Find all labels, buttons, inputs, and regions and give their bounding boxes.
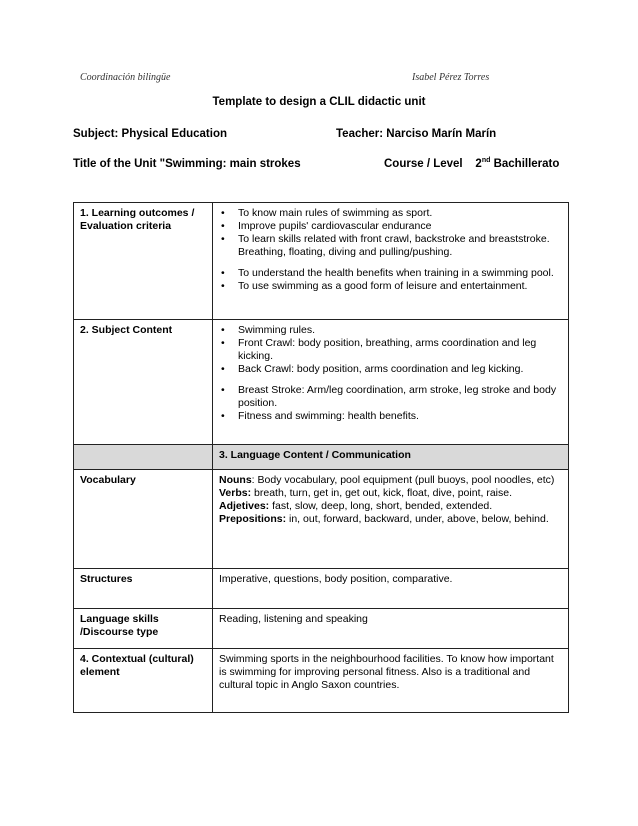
verbs-label: Verbs: (219, 487, 252, 499)
outcomes-label: 1. Learning outcomes / Evaluation criteria (74, 203, 213, 320)
outcomes-list-2 (219, 267, 562, 293)
contextual-label: 4. Contextual (cultural) element (74, 649, 213, 713)
language-heading-blank (74, 445, 213, 470)
list-item: • To know main rules of swimming as sport. (219, 207, 562, 220)
vocab-adjectives (219, 500, 562, 513)
vocab-verbs (219, 487, 562, 500)
adjectives-label: Adjetives: (219, 500, 270, 512)
nouns-text: : Body vocabulary, pool equipment (pull buoys, pool noodles, etc) (251, 474, 555, 486)
content-cell (213, 320, 569, 445)
table-row-content (74, 320, 569, 445)
unit-title-line: Title of the Unit "Swimming: main strokes (73, 158, 301, 170)
list-item: • Back Crawl: body position, arms coordination and leg kicking. (219, 363, 562, 376)
course-ordinal: nd (481, 157, 491, 165)
course-label: Course / Level (384, 158, 463, 170)
list-item: • To use swimming as a good form of leisure and entertainment. (219, 280, 562, 293)
course-name: Bachillerato (493, 158, 560, 170)
vocabulary-cell (213, 470, 569, 569)
table-row-contextual (74, 649, 569, 713)
table-row-outcomes (74, 203, 569, 320)
subject-line: Subject: Physical Education (73, 128, 228, 140)
list-item: • Swimming rules. (219, 324, 562, 337)
list-item: • Fitness and swimming: health benefits. (219, 410, 562, 423)
list-item: • Front Crawl: body position, breathing, arms coordination and leg kicking. (219, 337, 562, 363)
document-title: Template to design a CLIL didactic unit (212, 96, 426, 108)
table-row-language-heading (74, 445, 569, 470)
prepositions-text: in, out, forward, backward, under, above, below, behind. (286, 513, 549, 525)
outcomes-list-1 (219, 207, 562, 259)
list-item: • To understand the health benefits when training in a swimming pool. (219, 267, 562, 280)
list-item: • Improve pupils' cardiovascular endurance (219, 220, 562, 233)
outcomes-cell (213, 203, 569, 320)
table-row-structures (74, 569, 569, 609)
course-number: 2 (475, 158, 482, 170)
contextual-value: Swimming sports in the neighbourhood facilities. To know how important is swimming for improving personal fitness. Also is a traditional and cultural topic in Anglo Saxon countries. (213, 649, 569, 713)
language-skills-label: Language skills /Discourse type (74, 609, 213, 649)
verbs-text: breath, turn, get in, get out, kick, float, dive, point, raise. (251, 487, 512, 499)
list-item: • To learn skills related with front crawl, backstroke and breaststroke. Breathing, floating, diving and pulling/pushing. (219, 233, 562, 259)
nouns-label: Nouns (219, 474, 252, 486)
content-list-1 (219, 324, 562, 376)
course-level (384, 158, 559, 170)
adjectives-text: fast, slow, deep, long, short, bended, extended. (269, 500, 493, 512)
content-label: 2. Subject Content (74, 320, 213, 445)
clil-template-table (73, 202, 569, 713)
header-coordination: Coordinación bilingüe (80, 72, 171, 83)
header-author: Isabel Pérez Torres (412, 72, 490, 83)
list-item: • Breast Stroke: Arm/leg coordination, arm stroke, leg stroke and body position. (219, 384, 562, 410)
vocabulary-label: Vocabulary (74, 470, 213, 569)
table-row-language-skills (74, 609, 569, 649)
structures-value: Imperative, questions, body position, comparative. (213, 569, 569, 609)
structures-label: Structures (74, 569, 213, 609)
language-skills-value: Reading, listening and speaking (213, 609, 569, 649)
vocab-nouns (219, 474, 562, 487)
table-row-vocabulary (74, 470, 569, 569)
vocab-prepositions (219, 513, 562, 526)
teacher-line: Teacher: Narciso Marín Marín (336, 128, 497, 140)
content-list-2 (219, 384, 562, 423)
prepositions-label: Prepositions: (219, 513, 287, 525)
language-heading: 3. Language Content / Communication (213, 445, 569, 470)
